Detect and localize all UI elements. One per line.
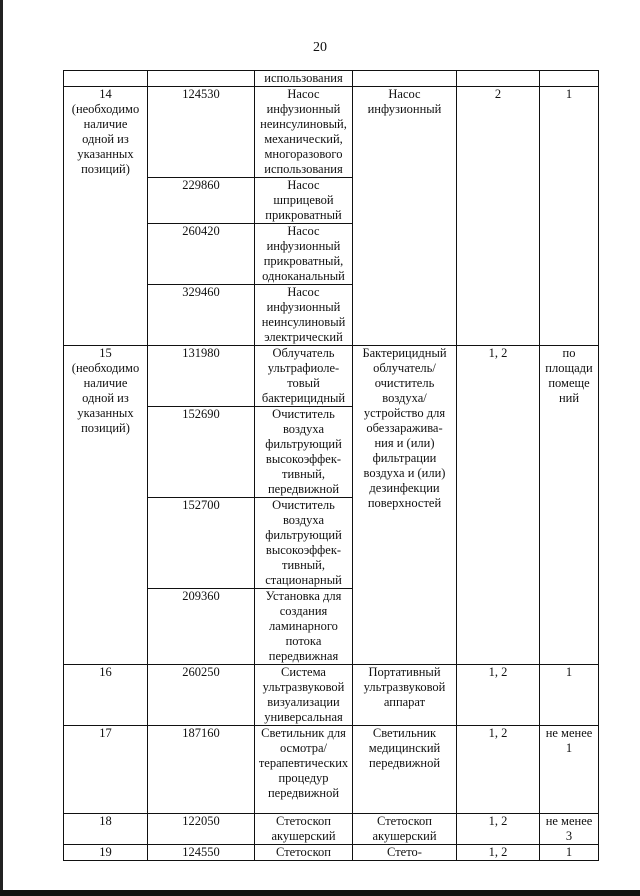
cell-text: Светильник для <box>261 726 346 740</box>
cell-text: одной из <box>82 132 129 146</box>
name-cell <box>255 87 353 178</box>
name-cell <box>255 178 353 224</box>
req-cell <box>457 71 540 87</box>
cell-text: помеще <box>548 376 590 390</box>
req-cell: 1, 2 <box>457 665 540 726</box>
cell-text: воздуха <box>282 422 325 436</box>
kind-cell <box>353 71 457 87</box>
cell-text: Стетоскоп <box>276 814 331 828</box>
cell-text: передвижной <box>267 482 340 496</box>
req-cell: 1, 2 <box>457 814 540 845</box>
code-cell: 329460 <box>148 285 255 346</box>
kind-cell <box>353 845 457 861</box>
cell-text: Облучатель <box>272 346 335 360</box>
cell-text: 15 <box>99 346 112 360</box>
req-cell: 1, 2 <box>457 845 540 861</box>
num-cell <box>64 87 148 346</box>
cell-text: не менее <box>545 726 593 740</box>
cell-text: шприцевой <box>273 193 334 207</box>
num-cell: 16 <box>64 665 148 726</box>
kind-cell <box>353 726 457 814</box>
cell-text: фильтрации <box>372 451 437 465</box>
table-row <box>64 87 599 178</box>
name-cell <box>255 224 353 285</box>
cell-text: Насос <box>287 178 320 192</box>
cell-text: акушерский <box>271 829 336 843</box>
cell-text: Стетоскоп <box>276 845 331 859</box>
qty-cell <box>540 71 599 87</box>
qty-cell: 1 <box>540 665 599 726</box>
scan-edge-left <box>0 0 3 896</box>
cell-text: акушерский <box>372 829 437 843</box>
table-row <box>64 71 599 87</box>
cell-text: ультразвуковой <box>262 680 345 694</box>
cell-text: воздуха и (или) <box>363 466 446 480</box>
cell-text: указанных <box>77 147 134 161</box>
name-cell <box>255 71 353 87</box>
cell-text: осмотра/ <box>280 741 327 755</box>
cell-text: фильтрующий <box>265 528 342 542</box>
cell-text: очиститель <box>374 376 435 390</box>
name-cell <box>255 814 353 845</box>
cell-text: дезинфекции <box>369 481 440 495</box>
cell-text: передвижной <box>267 786 340 800</box>
table-row <box>64 346 599 407</box>
equipment-table <box>63 70 599 861</box>
cell-text: (необходимо <box>71 361 140 375</box>
cell-text: Очиститель <box>272 498 335 512</box>
name-cell <box>255 665 353 726</box>
cell-text: наличие <box>83 376 128 390</box>
cell-text: Насос <box>287 224 320 238</box>
cell-text: инфузионный <box>266 300 341 314</box>
table-row <box>64 845 599 861</box>
cell-text: устройство для <box>363 406 446 420</box>
name-cell <box>255 845 353 861</box>
cell-text: поверхностей <box>367 496 442 510</box>
cell-text: позиций) <box>81 421 130 435</box>
cell-text: обеззаражива- <box>366 421 443 435</box>
cell-text: площади <box>545 361 593 375</box>
cell-text: терапевтических <box>258 756 349 770</box>
cell-text: одноканальный <box>262 269 345 283</box>
cell-text: ламинарного <box>269 619 338 633</box>
num-cell <box>64 71 148 87</box>
cell-text: воздуха <box>282 513 325 527</box>
kind-cell <box>353 346 457 665</box>
cell-text: тивный, <box>282 467 325 481</box>
req-cell: 2 <box>457 87 540 346</box>
cell-text: бактерицидный <box>261 391 346 405</box>
cell-text: медицинский <box>368 741 441 755</box>
cell-text: неинсулиновый <box>261 315 346 329</box>
code-cell <box>148 71 255 87</box>
kind-cell <box>353 814 457 845</box>
cell-text: ний <box>558 391 580 405</box>
code-cell: 187160 <box>148 726 255 814</box>
cell-text: 14 <box>99 87 112 101</box>
cell-text: Установка для <box>265 589 342 603</box>
cell-text: тивный, <box>282 558 325 572</box>
kind-cell <box>353 665 457 726</box>
cell-text: использования <box>264 71 343 85</box>
cell-text: аппарат <box>383 695 426 709</box>
code-cell: 124550 <box>148 845 255 861</box>
cell-text: Бактерицидный <box>362 346 447 360</box>
cell-text: Портативный <box>368 665 441 679</box>
cell-text: 1 <box>565 741 573 755</box>
cell-text: Насос <box>388 87 421 101</box>
cell-text: многоразового <box>264 147 343 161</box>
cell-text: Насос <box>287 87 320 101</box>
cell-text: ультрафиоле- <box>267 361 340 375</box>
cell-text: универсальная <box>264 710 343 724</box>
cell-text: механический, <box>264 132 343 146</box>
qty-cell: 1 <box>540 87 599 346</box>
cell-text: инфузионный <box>266 239 341 253</box>
cell-text: высокоэффек- <box>265 543 342 557</box>
cell-text: Очиститель <box>272 407 335 421</box>
cell-text: ультразвуковой <box>363 680 446 694</box>
cell-text: электрический <box>264 330 343 344</box>
code-cell: 152700 <box>148 498 255 589</box>
code-cell: 122050 <box>148 814 255 845</box>
cell-text: указанных <box>77 406 134 420</box>
cell-text: Светильник <box>372 726 437 740</box>
code-cell: 260250 <box>148 665 255 726</box>
cell-text: Насос <box>287 285 320 299</box>
code-cell: 229860 <box>148 178 255 224</box>
scan-edge-bottom <box>0 890 640 896</box>
cell-text: по <box>562 346 576 360</box>
cell-text: воздуха/ <box>382 391 427 405</box>
cell-text: потока <box>285 634 322 648</box>
name-cell <box>255 498 353 589</box>
qty-cell: 1 <box>540 845 599 861</box>
qty-cell <box>540 726 599 814</box>
cell-text: Система <box>281 665 326 679</box>
num-cell: 17 <box>64 726 148 814</box>
qty-cell <box>540 814 599 845</box>
cell-text: высокоэффек- <box>265 452 342 466</box>
cell-text: визуализации <box>267 695 340 709</box>
code-cell: 209360 <box>148 589 255 665</box>
cell-text: не менее <box>545 814 593 828</box>
name-cell <box>255 407 353 498</box>
cell-text: наличие <box>83 117 128 131</box>
table-row <box>64 814 599 845</box>
cell-text: инфузионный <box>367 102 442 116</box>
name-cell <box>255 589 353 665</box>
table-row <box>64 726 599 814</box>
page-number: 20 <box>313 40 327 55</box>
kind-cell <box>353 87 457 346</box>
num-cell: 19 <box>64 845 148 861</box>
cell-text: передвижная <box>268 649 339 663</box>
cell-text: Стето- <box>387 845 422 859</box>
cell-text: использования <box>264 162 343 176</box>
num-cell: 18 <box>64 814 148 845</box>
cell-text: передвижной <box>368 756 441 770</box>
cell-text: (необходимо <box>71 102 140 116</box>
cell-text: прикроватный <box>265 208 342 222</box>
cell-text: Стетоскоп <box>377 814 432 828</box>
code-cell: 260420 <box>148 224 255 285</box>
cell-text: стационарный <box>265 573 342 587</box>
cell-text: товый <box>287 376 320 390</box>
name-cell <box>255 726 353 814</box>
num-cell <box>64 346 148 665</box>
cell-text: фильтрующий <box>265 437 342 451</box>
cell-text: одной из <box>82 391 129 405</box>
code-cell: 131980 <box>148 346 255 407</box>
req-cell: 1, 2 <box>457 726 540 814</box>
table-row <box>64 665 599 726</box>
cell-text: инфузионный <box>266 102 341 116</box>
name-cell <box>255 346 353 407</box>
name-cell <box>255 285 353 346</box>
qty-cell <box>540 346 599 665</box>
cell-text: 3 <box>565 829 573 843</box>
cell-text: прикроватный, <box>263 254 344 268</box>
cell-text: процедур <box>278 771 329 785</box>
cell-text: позиций) <box>81 162 130 176</box>
code-cell: 152690 <box>148 407 255 498</box>
req-cell: 1, 2 <box>457 346 540 665</box>
cell-text: неинсулиновый, <box>260 117 347 131</box>
cell-text: создания <box>279 604 328 618</box>
code-cell: 124530 <box>148 87 255 178</box>
cell-text: облучатель/ <box>373 361 436 375</box>
cell-text: ния и (или) <box>374 436 435 450</box>
